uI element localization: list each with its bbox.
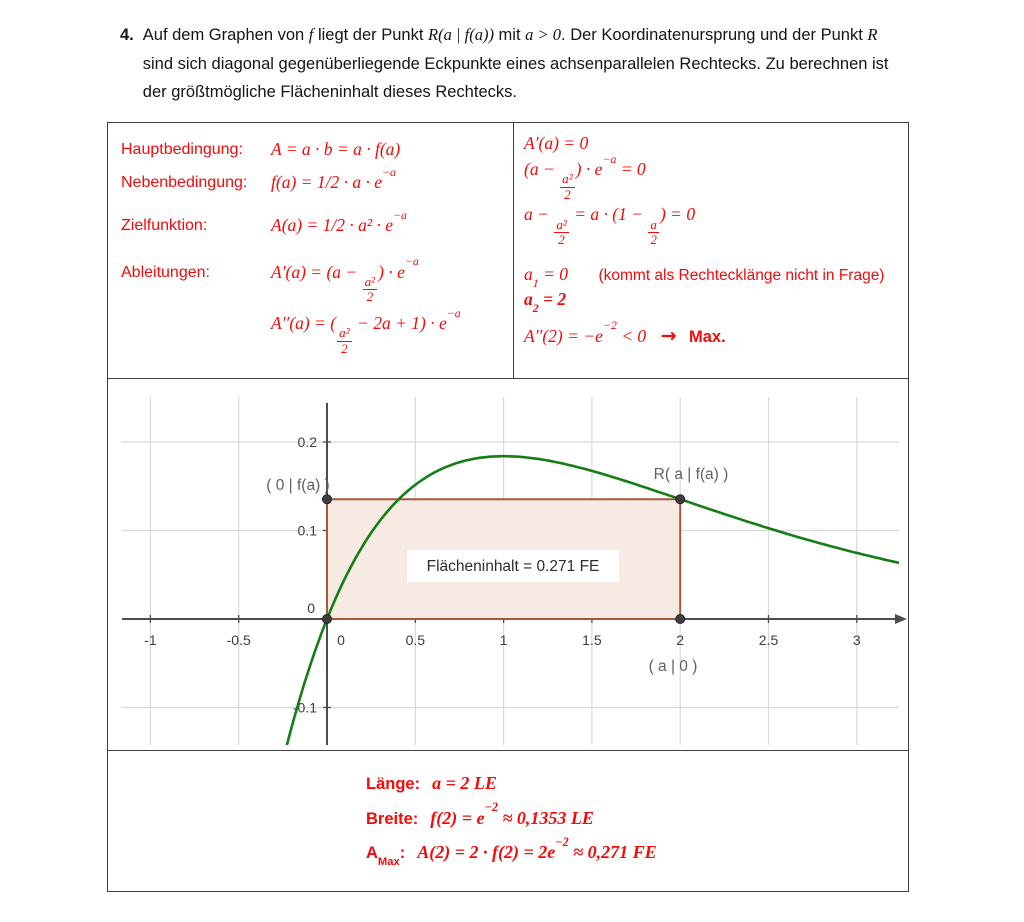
- conclusion-math: $A''(2) = -e^{-2} < 0$: [524, 318, 647, 346]
- case-2-line: [524, 288, 908, 316]
- derivation-line: a − $\frac{\text{a²}}{2}$ = a · (1 − $\frac{a}{2}$ ) = 0: [524, 204, 696, 248]
- point-marker: [323, 495, 332, 504]
- formula-label: Ableitungen:: [121, 263, 210, 281]
- formula-label: [121, 313, 271, 315]
- svg-text:3: 3: [852, 632, 861, 648]
- result-label: Breite:: [366, 809, 419, 828]
- formula-label: Zielfunktion:: [121, 216, 208, 234]
- formula-label: Nebenbedingung:: [121, 173, 248, 191]
- formula-row: [121, 164, 513, 194]
- result-math: $A(2) = 2 \cdot f(2) = 2e^{-2} \approx 0,271$ FE: [417, 834, 657, 862]
- point-label: ( a | 0 ): [648, 658, 698, 675]
- problem-text: Auf dem Graphen von f liegt der Punkt R(a | f(a)) mit a > 0. Der Koordinatenursprung und der Punkt R sind sich diagonal gegenüberliegende Eckpunkte eines achsenparallelen Rechtecks. Zu berechnen ist der größtmögliche Flächeninhalt dieses Rechtecks.: [142, 25, 889, 102]
- svg-text:1.5: 1.5: [582, 632, 602, 648]
- conclusion-result: Max.: [689, 327, 726, 346]
- derivation-line: (a − $\frac{\text{a²}}{2}$ ) · $e^{-a} = 0$: [524, 151, 646, 202]
- result-label: Länge:: [366, 775, 421, 793]
- result-math: a = 2 LE: [432, 773, 497, 793]
- formula-math: A = a · b = a · f(a): [271, 139, 401, 159]
- formula-math: A′(a) = (a − $\frac{\text{a²}}{2}$ ) · $e^{-a}$: [271, 254, 419, 305]
- svg-text:0.2: 0.2: [297, 434, 317, 450]
- formula-label: Hauptbedingung:: [121, 141, 243, 158]
- formula-math: $A(a) = 1/2 \cdot a^2 \cdot e^{-a}$: [271, 207, 408, 235]
- solution-box: [107, 122, 909, 892]
- right-arrow-icon: →: [660, 324, 677, 347]
- svg-text:-1: -1: [144, 632, 157, 648]
- svg-text:-0.5: -0.5: [226, 632, 251, 648]
- formula-row: [121, 254, 513, 306]
- svg-text:0: 0: [337, 632, 345, 648]
- case-1-note: (kommt als Rechtecklänge nicht in Frage): [598, 266, 885, 284]
- formula-math: $f(a) = 1/2 \cdot a \cdot e^{-a}$: [271, 164, 396, 192]
- area-label: Flächeninhalt = 0.271 FE: [426, 558, 600, 575]
- x-axis-arrow-icon: [895, 614, 907, 624]
- graph-section: [108, 379, 908, 751]
- case-1-line: [524, 263, 908, 291]
- point-label: R( a | f(a) ): [653, 466, 729, 483]
- svg-text:0: 0: [307, 600, 315, 616]
- point-marker: [323, 615, 332, 624]
- result-row: [366, 772, 908, 795]
- formula-row: [121, 305, 513, 357]
- derivation-left-column: [108, 123, 514, 378]
- svg-text:2: 2: [676, 632, 685, 648]
- derivation-right-column: [514, 123, 908, 378]
- svg-text:0.1: 0.1: [297, 522, 317, 539]
- result-math: $f(2) = e^{-2} \approx 0,1353$ LE: [430, 800, 594, 828]
- svg-text:-0.1: -0.1: [292, 699, 317, 716]
- function-plot: [108, 379, 908, 750]
- derivation-line: A′(a) = 0: [524, 133, 589, 153]
- svg-text:0.5: 0.5: [405, 632, 426, 648]
- result-label: $A_{Max}$:: [366, 844, 406, 869]
- results-section: [108, 751, 908, 891]
- formula-row: [121, 207, 513, 237]
- result-row: [366, 800, 908, 830]
- problem-statement: [120, 21, 908, 107]
- svg-text:1: 1: [499, 632, 508, 648]
- point-marker: [676, 615, 685, 624]
- case-2-math: $a_2 = 2$: [524, 288, 567, 316]
- formula-math: A′′(a) = ( $\frac{\text{a²}}{2}$ − $2a + 1) \cdot e^{-a}$: [271, 305, 461, 356]
- svg-text:2.5: 2.5: [758, 632, 779, 648]
- point-label: ( 0 | f(a) ): [266, 477, 330, 494]
- derivation-section: [108, 123, 908, 379]
- result-row: [366, 834, 908, 869]
- formula-row: [121, 139, 513, 161]
- case-1-math: $a_1 = 0$: [524, 263, 569, 291]
- point-marker: [676, 495, 685, 504]
- conclusion-line: [524, 318, 908, 348]
- problem-number: 4.: [120, 26, 134, 44]
